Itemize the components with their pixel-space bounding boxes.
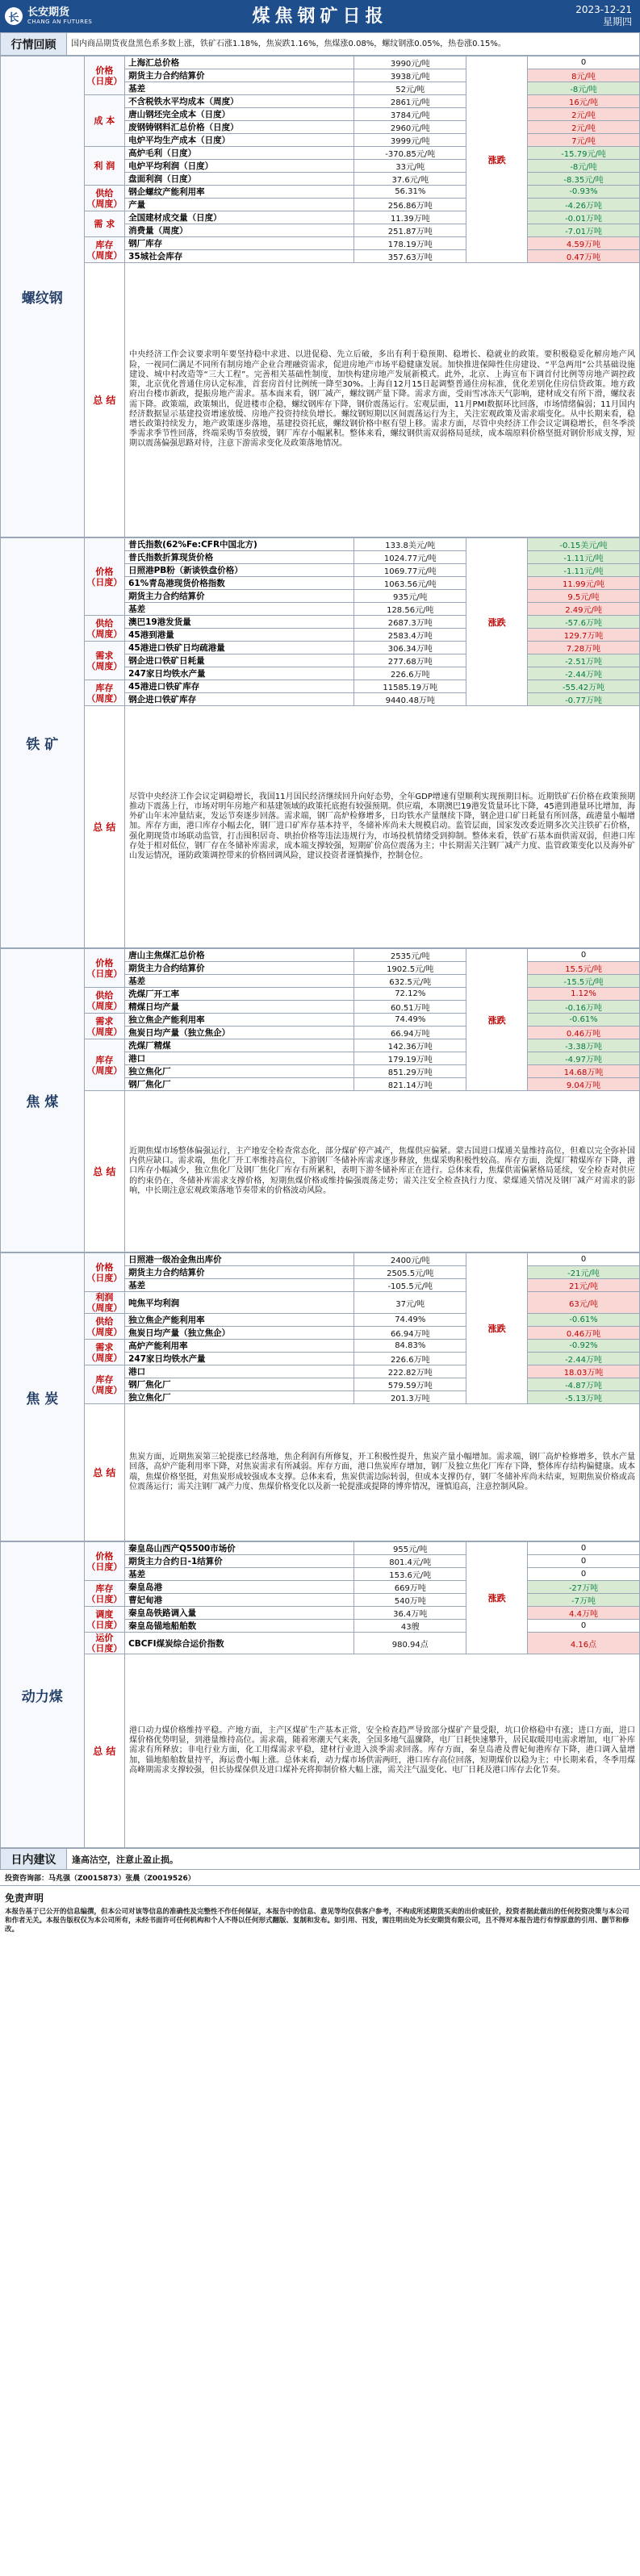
metric-name: 基差 (125, 1568, 354, 1581)
company-logo (0, 7, 121, 25)
category-label: 需 求 (84, 211, 125, 237)
metric-change: 2元/吨 (528, 108, 640, 121)
metric-change: -0.61% (528, 1014, 640, 1027)
metric-name: 不含税铁水平均成本（周度） (125, 95, 354, 108)
metric-change: -8元/吨 (528, 160, 640, 173)
product-name: 动力煤 (1, 1542, 85, 1848)
metric-name: 唐山主焦煤汇总价格 (125, 949, 354, 962)
weekday-text: 星期四 (602, 16, 632, 27)
metric-value: 2535元/吨 (354, 949, 466, 962)
metric-value: 357.63万吨 (354, 250, 466, 263)
summary-label: 总 结 (84, 1091, 125, 1252)
metric-change: -1.11元/吨 (528, 551, 640, 564)
metric-value: 74.49% (354, 1314, 466, 1327)
metric-value: 3999元/吨 (354, 134, 466, 147)
disclaimer-title: 免责声明 (5, 1892, 44, 1904)
report-header (0, 0, 640, 32)
metric-value: 851.29万吨 (354, 1065, 466, 1078)
metric-change: 15.5元/吨 (528, 962, 640, 975)
metric-value: 222.82万吨 (354, 1365, 466, 1378)
category-label: 需求 （周度） (84, 1014, 125, 1039)
metric-value: 2583.4万吨 (354, 629, 466, 642)
metric-name: 35城社会库存 (125, 250, 354, 263)
metric-name: 独立焦企产能利用率 (125, 1314, 354, 1327)
metric-name: 秦皇岛港 (125, 1581, 354, 1594)
product-name: 焦 炭 (1, 1253, 85, 1541)
metric-name: 港口 (125, 1365, 354, 1378)
metric-name: 45港进口铁矿库存 (125, 680, 354, 693)
metric-value: 226.6万吨 (354, 1353, 466, 1365)
category-label: 价格 （日度） (84, 1253, 125, 1292)
category-label: 库存 （周度） (84, 1039, 125, 1091)
metric-value: 11585.19万吨 (354, 680, 466, 693)
metric-value: 36.4万吨 (354, 1607, 466, 1620)
metric-name: 钢企螺纹产能利用率 (125, 186, 354, 199)
metric-change: -0.01万吨 (528, 211, 640, 224)
metric-value: 72.12% (354, 988, 466, 1001)
trend-label: 涨跌 (466, 538, 528, 706)
metric-change: -0.15美元/吨 (528, 538, 640, 551)
metric-change: -8.35元/吨 (528, 173, 640, 186)
metric-name: 45港进口铁矿日均疏港量 (125, 642, 354, 654)
metric-value: 306.34万吨 (354, 642, 466, 654)
category-label: 成 本 (84, 95, 125, 147)
trend-label: 涨跌 (466, 949, 528, 1091)
trend-label: 涨跌 (466, 1542, 528, 1654)
metric-name: 钢厂库存 (125, 237, 354, 250)
metric-change: 0 (528, 56, 640, 69)
metric-value: 2861元/吨 (354, 95, 466, 108)
category-label: 供给 （周度） (84, 186, 125, 211)
metric-name: 钢企进口铁矿库存 (125, 693, 354, 706)
metric-change: -0.61% (528, 1314, 640, 1327)
metric-value: 669万吨 (354, 1581, 466, 1594)
metric-change: 0.46万吨 (528, 1027, 640, 1039)
category-label: 库存 （周度） (84, 680, 125, 706)
analyst-line: 投资咨询部：马兆强（Z0015873）张晨（Z0019526） (0, 1870, 640, 1886)
metric-change: 0.46万吨 (528, 1327, 640, 1340)
metric-change: 129.7万吨 (528, 629, 640, 642)
metric-change: 8元/吨 (528, 69, 640, 82)
product-name: 螺纹钢 (1, 56, 85, 537)
logo-mark-icon: 长 (5, 7, 23, 25)
metric-value: 178.19万吨 (354, 237, 466, 250)
metric-change: -3.38万吨 (528, 1039, 640, 1052)
category-label: 价格 （日度） (84, 56, 125, 95)
metric-value: 821.14万吨 (354, 1078, 466, 1091)
metric-change: -4.26万吨 (528, 199, 640, 211)
metric-value: 955元/吨 (354, 1542, 466, 1555)
metric-name: 洗煤厂精煤 (125, 1039, 354, 1052)
metric-change: 0 (528, 949, 640, 962)
metric-change: -27万吨 (528, 1581, 640, 1594)
metric-value: 52元/吨 (354, 82, 466, 95)
metric-value: 1902.5元/吨 (354, 962, 466, 975)
category-label: 供给 （周度） (84, 988, 125, 1014)
advice-text: 逢高沽空，注意止盈止损。 (67, 1849, 640, 1870)
metric-value: 2960元/吨 (354, 121, 466, 134)
metric-value: 3784元/吨 (354, 108, 466, 121)
metric-name: 61%青岛港现货价格指数 (125, 577, 354, 590)
metric-name: 消费量（周度） (125, 224, 354, 237)
date-text: 2023-12-21 (575, 4, 632, 15)
metric-name: 期货主力合约结算价 (125, 962, 354, 975)
metric-name: 期货主力合约结算价 (125, 590, 354, 603)
metric-value: 66.94万吨 (354, 1327, 466, 1340)
metric-name: 钢厂焦化厂 (125, 1378, 354, 1391)
metric-name: 独立焦化厂 (125, 1391, 354, 1404)
metric-change: -5.13万吨 (528, 1391, 640, 1404)
metric-value: 9440.48万吨 (354, 693, 466, 706)
metric-value: 84.83% (354, 1340, 466, 1353)
metric-name: 基差 (125, 1279, 354, 1292)
metric-name: CBCFI煤炭综合运价指数 (125, 1633, 354, 1654)
metric-name: 洗煤厂开工率 (125, 988, 354, 1001)
metric-name: 独立焦企产能利用率 (125, 1014, 354, 1027)
metric-change: 4.4万吨 (528, 1607, 640, 1620)
metric-change: 1.12% (528, 988, 640, 1001)
metric-change: 9.04万吨 (528, 1078, 640, 1091)
category-label: 库存 （日度） (84, 1581, 125, 1607)
category-label: 调度 （日度） (84, 1607, 125, 1633)
category-label: 需求 （周度） (84, 642, 125, 680)
summary-label: 总 结 (84, 706, 125, 948)
category-label: 供给 （周度） (84, 616, 125, 642)
metric-change: 4.16点 (528, 1633, 640, 1654)
metric-value: 632.5元/吨 (354, 975, 466, 988)
metric-name: 日照港一级冶金焦出库价 (125, 1253, 354, 1266)
metric-value: 1069.77元/吨 (354, 564, 466, 577)
metric-name: 普氏指数(62%Fe:CFR中国北方) (125, 538, 354, 551)
metric-value: 3990元/吨 (354, 56, 466, 69)
metric-name: 港口 (125, 1052, 354, 1065)
advice-label: 日内建议 (1, 1849, 67, 1870)
metric-name: 独立焦化厂 (125, 1065, 354, 1078)
report-date (575, 4, 640, 28)
metric-value: 43艘 (354, 1620, 466, 1633)
metric-name: 秦皇岛锚地船舶数 (125, 1620, 354, 1633)
metric-value: 980.94点 (354, 1633, 466, 1654)
metric-name: 唐山钢坯完全成本（日度） (125, 108, 354, 121)
metric-name: 期货主力合约日-1结算价 (125, 1555, 354, 1568)
metric-change: 0 (528, 1555, 640, 1568)
category-label: 供给 （周度） (84, 1314, 125, 1340)
metric-value: 37元/吨 (354, 1292, 466, 1314)
metric-change: -0.77万吨 (528, 693, 640, 706)
metric-name: 期货主力合约结算价 (125, 1266, 354, 1279)
metric-change: -0.16万吨 (528, 1001, 640, 1014)
intraday-advice (0, 1848, 640, 1870)
metric-change: 0 (528, 1568, 640, 1581)
metric-change: 11.99元/吨 (528, 577, 640, 590)
report-title: 煤焦钢矿日报 (252, 6, 388, 27)
summary-text: 焦炭方面，近期焦炭第三轮提涨已经落地，焦企利润有所修复，开工积极性提升，焦炭产量小幅增加。需求端，钢厂高炉检修增多，铁水产量回落，高炉产能利用率下降，对焦炭需求有所减弱。库存方面，港口焦炭库存增加，钢厂及独立焦化厂库存下降，整体库存结构偏健康。成本端，焦煤价格坚挺，对焦炭形成较强成本支撑。总体来看，焦炭供需边际转弱，但成本支撑仍存，钢厂冬储补库尚未结束，短期焦炭价格或高位震荡运行；需关注钢厂减产力度、焦煤价格变化以及新一轮提涨或提降的博弈情况，谨慎追高，注意控制风险。 (125, 1404, 640, 1541)
section-table (0, 1252, 640, 1541)
metric-value: 2400元/吨 (354, 1253, 466, 1266)
metric-value: -370.85元/吨 (354, 147, 466, 160)
metric-change: 0 (528, 1542, 640, 1555)
metric-change: 63元/吨 (528, 1292, 640, 1314)
category-label: 库存 （周度） (84, 1365, 125, 1404)
metric-name: 基差 (125, 82, 354, 95)
metric-value: 74.49% (354, 1014, 466, 1027)
metric-value: 60.51万吨 (354, 1001, 466, 1014)
metric-value: 3938元/吨 (354, 69, 466, 82)
metric-name: 普氏指数折算现货价格 (125, 551, 354, 564)
metric-name: 吨焦平均利润 (125, 1292, 354, 1314)
metric-value: 226.6万吨 (354, 667, 466, 680)
metric-name: 钢企进口铁矿日耗量 (125, 654, 354, 667)
metric-change: -55.42万吨 (528, 680, 640, 693)
summary-label: 总 结 (84, 1654, 125, 1848)
metric-name: 45港到港量 (125, 629, 354, 642)
metric-name: 247家日均铁水产量 (125, 1353, 354, 1365)
metric-change: -2.51万吨 (528, 654, 640, 667)
category-label: 需求 （周度） (84, 1340, 125, 1365)
metric-name: 电炉平均生产成本（日度） (125, 134, 354, 147)
metric-value: 2687.3万吨 (354, 616, 466, 629)
metric-change: -7.01万吨 (528, 224, 640, 237)
metric-value: 142.36万吨 (354, 1039, 466, 1052)
metric-name: 曹妃甸港 (125, 1594, 354, 1607)
metric-name: 焦炭日均产量（独立焦企） (125, 1327, 354, 1340)
category-label: 价格 （日度） (84, 538, 125, 616)
metric-change: -0.93% (528, 186, 640, 199)
metric-name: 期货主力合约结算价 (125, 69, 354, 82)
metric-name: 秦皇岛铁路调入量 (125, 1607, 354, 1620)
metric-change: 2.49元/吨 (528, 603, 640, 616)
summary-text: 中央经济工作会议要求明年要坚持稳中求进、以进促稳、先立后破，多出有利于稳预期、稳增长、稳就业的政策。要积极稳妥化解房地产风险，一视同仁满足不同所有制房地产企业合理融资需求，促进房地产市场平稳健康发展。加快推进保障性住房建设、“平急两用”公共基础设施建设、城中村改造等“三大工程”。完善相关基础性制度，加快构建房地产发展新模式。此外，北京、上海宣布下调首付比例等房地产调控政策，北京优化普通住房认定标准，首套房首付比例统一降至30%。上海自12月15日起调整普通住房标准，优化差别化住房信贷政策。地方政府出台楼市新政，提振房地产需求。基本面来看，钢厂减产，螺纹钢产量下降。需求方面，受雨雪冰冻天气影响，建材成交有所下滑，螺纹表需下降。政策端，政策频出，促进楼市企稳，螺纹钢库存下降，钢价震荡运行。宏观层面，11月PMI数据环比回落，市场情绪偏弱；11月国内经济数据显示基建投资增速放缓、房地产投资持续负增长。螺纹钢短期以区间震荡运行为主，关注宏观政策及需求端变化。从中长期来看，稳增长政策持续发力，地产政策逐步落地，基建投资托底，螺纹钢价格中枢有望上移。需求方面，尽管中央经济工作会议定调稳增长，但冬季淡季需求季节性回落，终端采购节奏放缓，钢厂库存小幅累积。整体来看，螺纹钢供需双弱格局延续，成本端原料价格坚挺对钢价形成支撑，短期以震荡偏强思路对待，注意下游需求变化及政策落地情况。 (125, 263, 640, 537)
metric-change: -0.92% (528, 1340, 640, 1353)
metric-name: 废钢铸钢料汇总价格（日度） (125, 121, 354, 134)
metric-name: 全国建材成交量（日度） (125, 211, 354, 224)
product-name: 焦 煤 (1, 949, 85, 1252)
company-name-en: CHANG AN FUTURES (27, 19, 93, 25)
metric-value: 1024.77元/吨 (354, 551, 466, 564)
metric-name: 精煤日均产量 (125, 1001, 354, 1014)
metric-name: 电炉平均利润（日度） (125, 160, 354, 173)
metric-change: -15.5元/吨 (528, 975, 640, 988)
metric-name: 钢厂焦化厂 (125, 1078, 354, 1091)
metric-value: 56.31% (354, 186, 466, 199)
market-review (0, 32, 640, 56)
category-label: 利润 （周度） (84, 1292, 125, 1314)
section-table (0, 537, 640, 948)
metric-change: 9.5元/吨 (528, 590, 640, 603)
metric-value: 201.3万吨 (354, 1391, 466, 1404)
metric-change: 18.03万吨 (528, 1365, 640, 1378)
metric-change: -7万吨 (528, 1594, 640, 1607)
metric-name: 焦炭日均产量（独立焦企） (125, 1027, 354, 1039)
metric-value: 179.19万吨 (354, 1052, 466, 1065)
metric-name: 247家日均铁水产量 (125, 667, 354, 680)
metric-value: 2505.5元/吨 (354, 1266, 466, 1279)
trend-label: 涨跌 (466, 1253, 528, 1404)
metric-value: 33元/吨 (354, 160, 466, 173)
metric-change: -21元/吨 (528, 1266, 640, 1279)
metric-change: 7.28万吨 (528, 642, 640, 654)
summary-text: 尽管中央经济工作会议定调稳增长，我国11月国民经济继续回升向好态势，全年GDP增速有望顺利实现预期目标。近期铁矿石价格在政策预期推动下震荡上行，市场对明年房地产和基建领域的政策托底抱有较强预期。供应端，本期澳巴19港发货量环比下降，45港到港量环比增加，海外矿山年末冲量结束，发运节奏逐步回落。需求端，钢厂高炉检修增多，日均铁水产量继续下降，钢企进口矿日耗量有所回落，疏港量小幅增加。库存方面，港口库存小幅去化，钢厂进口矿库存基本持平，冬储补库尚未大规模启动。监管层面，国家发改委近期多次关注铁矿石价格，强化期现货市场联动监管，打击囤积居奇、哄抬价格等违法违规行为，市场投机情绪受到抑制。整体来看，铁矿石基本面供需双弱，但港口库存处于相对低位，钢厂存在冬储补库需求，成本端支撑较强，短期矿价高位震荡为主；中长期需关注钢厂减产力度、监管政策变化以及海外矿山发运情况，谨防政策调控带来的价格回调风险，建议投资者谨慎操作，控制仓位。 (125, 706, 640, 948)
metric-name: 高炉产能利用率 (125, 1340, 354, 1353)
section-table (0, 56, 640, 537)
metric-change: 0 (528, 1620, 640, 1633)
metric-change: -1.11元/吨 (528, 564, 640, 577)
metric-value: 251.87万吨 (354, 224, 466, 237)
section-table (0, 948, 640, 1252)
review-text: 国内商品期货夜盘黑色系多数上涨，铁矿石涨1.18%，焦炭跌1.16%，焦煤涨0.08%，螺纹钢涨0.05%，热卷涨0.15%。 (67, 33, 640, 56)
metric-change: 7元/吨 (528, 134, 640, 147)
metric-value: 133.8美元/吨 (354, 538, 466, 551)
metric-value: 277.68万吨 (354, 654, 466, 667)
product-sections (0, 56, 640, 1848)
metric-name: 日照港PB粉（新谈铁盘价格） (125, 564, 354, 577)
metric-change: 0.47万吨 (528, 250, 640, 263)
summary-text: 近期焦煤市场整体偏强运行，主产地安全检查常态化，部分煤矿停产减产，焦煤供应偏紧。蒙古国进口煤通关量维持高位，但难以完全弥补国内供应缺口。需求端，焦化厂开工率维持高位，下游钢厂冬储补库需求逐步释放，焦煤采购积极性较高。库存方面，洗煤厂精煤库存下降，港口库存小幅减少，独立焦化厂及钢厂焦化厂库存有所累积，表明下游冬储补库正在进行。总体来看，焦煤供需偏紧格局延续，安全检查对供应的约束仍在，冬储补库需求支撑价格，短期焦煤价格或维持偏强震荡走势；需关注安全检查执行力度、蒙煤通关情况及钢厂减产对需求的影响，中长期注意宏观政策落地节奏带来的价格波动风险。 (125, 1091, 640, 1252)
metric-change: -4.87万吨 (528, 1378, 640, 1391)
metric-value: 66.94万吨 (354, 1027, 466, 1039)
metric-name: 秦皇岛山西产Q5500市场价 (125, 1542, 354, 1555)
metric-name: 高炉毛利（日度） (125, 147, 354, 160)
company-name-cn: 长安期货 (27, 6, 70, 19)
metric-value: -105.5元/吨 (354, 1279, 466, 1292)
metric-name: 产量 (125, 199, 354, 211)
product-name: 铁 矿 (1, 538, 85, 948)
metric-value: 579.59万吨 (354, 1378, 466, 1391)
section-table (0, 1541, 640, 1848)
category-label: 价格 （日度） (84, 949, 125, 988)
summary-label: 总 结 (84, 263, 125, 537)
metric-name: 基差 (125, 603, 354, 616)
metric-change: -15.79元/吨 (528, 147, 640, 160)
metric-change: -4.97万吨 (528, 1052, 640, 1065)
metric-name: 基差 (125, 975, 354, 988)
metric-change: -8元/吨 (528, 82, 640, 95)
metric-name: 上海汇总价格 (125, 56, 354, 69)
metric-value: 128.56元/吨 (354, 603, 466, 616)
metric-value: 540万吨 (354, 1594, 466, 1607)
category-label: 库存 （周度） (84, 237, 125, 263)
metric-change: 21元/吨 (528, 1279, 640, 1292)
metric-change: 16元/吨 (528, 95, 640, 108)
metric-change: 2元/吨 (528, 121, 640, 134)
metric-value: 801.4元/吨 (354, 1555, 466, 1568)
metric-change: -57.6万吨 (528, 616, 640, 629)
metric-change: 0 (528, 1253, 640, 1266)
metric-value: 11.39万吨 (354, 211, 466, 224)
review-label: 行情回顾 (1, 33, 67, 56)
category-label: 利 润 (84, 147, 125, 186)
metric-change: -2.44万吨 (528, 667, 640, 680)
metric-value: 153.6元/吨 (354, 1568, 466, 1581)
trend-label: 涨跌 (466, 56, 528, 263)
summary-label: 总 结 (84, 1404, 125, 1541)
disclaimer-body: 本报告基于已公开的信息编撰，但本公司对该等信息的准确性及完整性不作任何保证，本报告中的信息、意见等均仅供客户参考，不构成所述期货买卖的出价或征价，投资者据此做出的任何投资决策与本公司和作者无关。本报告版权仅为本公司所有，未经书面许可任何机构和个人不得以任何形式翻版、复制和发布。如引用、刊发，需注明出处为长安期货有限公司，且不得对本报告进行有悖原意的引用、删节和修改。 (5, 1908, 630, 1934)
summary-text: 港口动力煤价格维持平稳。产地方面，主产区煤矿生产基本正常，安全检查趋严导致部分煤矿产量受限，坑口价格稳中有涨；进口方面，进口煤价格优势明显，到港量维持高位。需求端，随着寒潮天气来袭，全国多地气温骤降，电厂日耗快速攀升，居民取暖用电需求增加，电厂补库需求有所释放；非电行业方面，化工用煤需求平稳，建材行业进入淡季需求回落。库存方面，秦皇岛港及曹妃甸港库存下降，港口调入量增加，锚地船舶数量持平，海运费小幅上涨。总体来看，动力煤市场供需两旺，港口库存高位回落，短期煤价以稳为主；中长期来看，冬季用煤高峰期需求支撑较强，但长协煤保供及进口煤补充将抑制价格大幅上涨，需关注气温变化、电厂日耗及港口库存去化节奏。 (125, 1654, 640, 1848)
metric-value: 1063.56元/吨 (354, 577, 466, 590)
metric-name: 澳巴19港发货量 (125, 616, 354, 629)
metric-name: 盘面利润（日度） (125, 173, 354, 186)
category-label: 价格 （日度） (84, 1542, 125, 1581)
category-label: 运价 （日度） (84, 1633, 125, 1654)
metric-change: 4.59万吨 (528, 237, 640, 250)
metric-value: 256.86万吨 (354, 199, 466, 211)
metric-change: 14.68万吨 (528, 1065, 640, 1078)
metric-value: 935元/吨 (354, 590, 466, 603)
metric-change: -2.44万吨 (528, 1353, 640, 1365)
metric-value: 37.6元/吨 (354, 173, 466, 186)
